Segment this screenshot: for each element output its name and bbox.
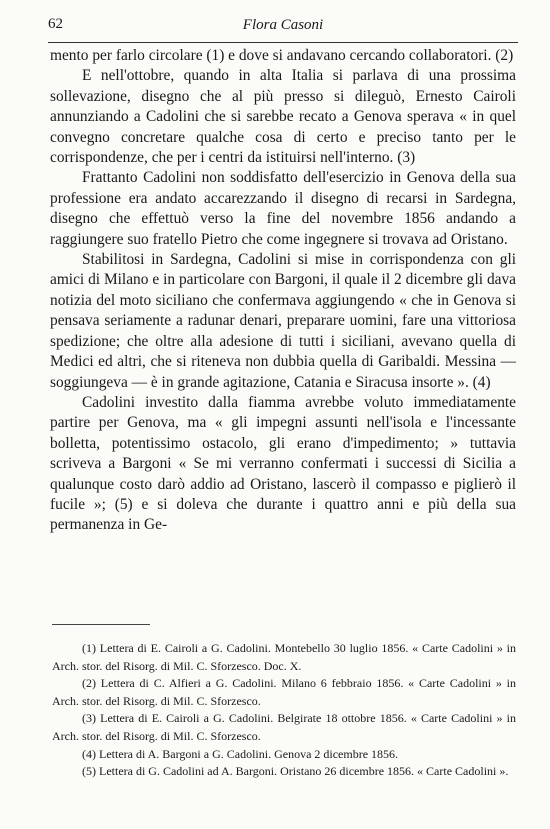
footnote-3: (3) Lettera di E. Cairoli a G. Cadolini. Belgirate 18 ottobre 1856. « Carte Cadolini » in Arch. stor. del Risorg. di Mil. C. Sforzesco.	[52, 711, 516, 743]
paragraph-genova: Cadolini investito dalla fiamma avrebbe voluto immediatamente partire per Genova, ma « gli impegni assunti nell'isola e l'incessante bolletta, potentissimo ostacolo, gli erano d'impedimento; » tuttavia scriveva a Bargoni « Se mi verranno confermati i successi di Sicilia a qualunque costo darò addio ad Oristano, lascerò il compasso e piglierò il fucile »; (5) e si doleva che durante i quattro anni e più della sua permanenza in Ge-	[50, 393, 516, 534]
body-text	[50, 46, 516, 536]
footnote-4: (4) Lettera di A. Bargoni a G. Cadolini. Genova 2 dicembre 1856.	[82, 746, 399, 761]
footnotes	[52, 640, 516, 781]
header-rule	[48, 42, 518, 43]
running-title: Flora Casoni	[242, 17, 324, 33]
page-header	[48, 16, 518, 36]
page-number: 62	[48, 16, 63, 32]
footnote-rule	[52, 624, 150, 625]
footnote-2: (2) Lettera di C. Alfieri a G. Cadolini. Milano 6 febbraio 1856. « Carte Cadolini » in Arch. stor. del Risorg. di Mil. C. Sforzesco.	[52, 676, 516, 708]
paragraph-ottobre: E nell'ottobre, quando in alta Italia si parlava di una prossima sollevazione, disegno che al più presso si dileguò, Ernesto Cairoli annunziando a Cadolini che si sarebbe recato a Genova sperava « in quel convegno concretare qualche cosa di certo e preciso tanto per le corrispondenze, che per i centri da istituirsi nell'interno. (3)	[50, 67, 516, 167]
paragraph-frattanto: Frattanto Cadolini non soddisfatto dell'esercizio in Genova della sua professione era andato accarezzando il disegno di recarsi in Sardegna, disegno che effettuò verso la fine del novembre 1856 andando a raggiungere suo fratello Pietro che come ingegnere si trovava ad Oristano.	[50, 169, 516, 248]
paragraph-sardegna: Stabilitosi in Sardegna, Cadolini si mise in corrispondenza con gli amici di Milano e in particolare con Bargoni, il quale il 2 dicembre gli dava notizia del moto siciliano che confermava aggiungendo « che in Genova si pensava seriamente a radunar denari, preparare uomini, fare una vittoriosa spedizione; che oltre alla adesione di tutti i siciliani, avevano quella di Medici ed altri, che si riteneva non dubbia quella di Garibaldi. Messina — soggiungeva — è in grande agitazione, Catania e Siracusa insorte ». (4)	[50, 251, 516, 391]
paragraph-continuation: mento per farlo circolare (1) e dove si andavano cercando collaboratori. (2)	[50, 47, 514, 64]
footnote-1: (1) Lettera di E. Cairoli a G. Cadolini. Montebello 30 luglio 1856. « Carte Cadolini » in Arch. stor. del Risorg. di Mil. C. Sforzesco. Doc. X.	[52, 641, 516, 673]
footnote-5: (5) Lettera di G. Cadolini ad A. Bargoni. Oristano 26 dicembre 1856. « Carte Cadolini ».	[82, 764, 509, 779]
